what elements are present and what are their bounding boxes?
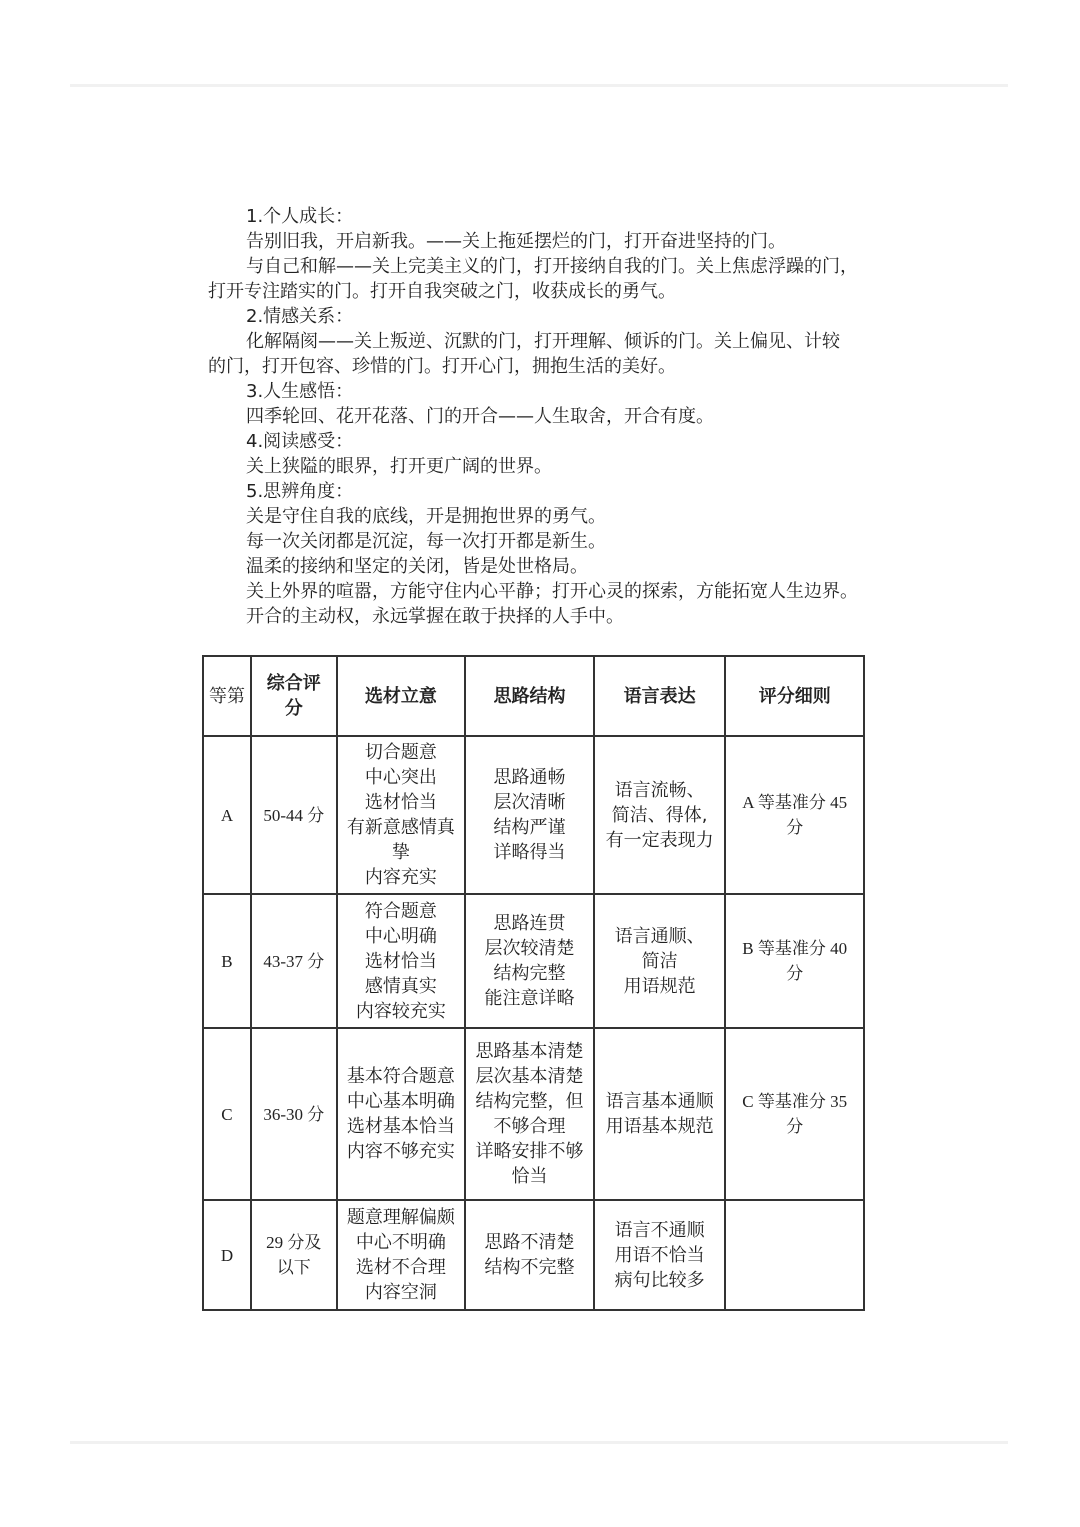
rules-cell — [725, 736, 864, 894]
essay-notes — [208, 204, 884, 629]
grade-cell: D — [203, 1200, 251, 1310]
section-text-line: 开合的主动权，永远掌握在敢于抉择的人手中。 — [246, 606, 624, 627]
structure-cell — [465, 736, 594, 894]
cell-text-line: 切合题意 — [364, 742, 437, 763]
cell-text-line: 有一定表现力 — [605, 829, 714, 851]
language-cell — [594, 736, 726, 894]
section-text-line: 四季轮回、花开花落、门的开合——人生取舍，开合有度。 — [246, 406, 714, 427]
section-text-line: 与自己和解——关上完美主义的门，打开接纳自我的门。关上焦虑浮躁的门， — [246, 256, 858, 277]
rules-cell — [725, 1200, 864, 1310]
table-header-row — [203, 656, 864, 736]
rules-cell — [725, 1028, 864, 1200]
cell-text-line: 用语规范 — [623, 975, 696, 997]
cell-text-line: 中心不明确 — [355, 1232, 446, 1253]
material-cell — [337, 1200, 466, 1310]
cell-text-line: 选材不合理 — [355, 1257, 446, 1278]
cell-text-line: 层次基本清楚 — [475, 1066, 584, 1087]
grade-cell: A — [203, 736, 251, 894]
section-text-line: 化解隔阂——关上叛逆、沉默的门，打开理解、倾诉的门。关上偏见、计较 — [246, 331, 840, 352]
cell-text-line: 选材恰当 — [364, 950, 437, 972]
section-heading: 3.人生感悟： — [246, 381, 354, 402]
cell-text-line: 题意理解偏颇 — [346, 1207, 455, 1228]
cell-text-line: 能注意详略 — [484, 988, 575, 1009]
cell-text-line: C 等基准分 35 — [742, 1092, 848, 1111]
cell-text-line: 36-30 分 — [263, 1104, 325, 1124]
cell-text-line: 用语基本规范 — [605, 1116, 714, 1137]
cell-text-line: 简洁、得体, — [611, 804, 708, 826]
section-text-line: 每一次关闭都是沉淀，每一次打开都是新生。 — [246, 531, 606, 552]
cell-text-line: 思路通畅 — [493, 767, 566, 788]
score-cell — [251, 1200, 337, 1310]
cell-text-line: 分 — [786, 1117, 804, 1136]
cell-text-line: 恰当 — [511, 1166, 548, 1187]
cell-text-line: 用语不恰当 — [614, 1244, 705, 1266]
score-cell — [251, 1028, 337, 1200]
cell-text-line: 病句比较多 — [614, 1269, 705, 1291]
structure-cell — [465, 1028, 594, 1200]
table-row — [203, 736, 864, 894]
cell-text-line: 思路基本清楚 — [475, 1041, 584, 1062]
header-overall-score — [251, 656, 337, 736]
cell-text-line: 结构严谨 — [493, 817, 566, 838]
section-heading: 5.思辨角度： — [246, 481, 354, 502]
cell-text-line: 层次清晰 — [493, 792, 566, 813]
cell-text-line: 思路不清楚 — [484, 1232, 575, 1253]
cell-text-line: 不够合理 — [493, 1116, 566, 1137]
cell-text-line: B 等基准分 40 — [742, 939, 848, 958]
cell-text-line: 以下 — [276, 1258, 311, 1277]
bottom-divider — [70, 1441, 1008, 1444]
section-text-line: 关是守住自我的底线，开是拥抱世界的勇气。 — [246, 506, 606, 527]
cell-text-line: 基本符合题意 — [346, 1066, 455, 1087]
structure-cell — [465, 1200, 594, 1310]
header-rules — [725, 656, 864, 736]
header-text: 语言表达 — [623, 685, 696, 707]
cell-text-line: A 等基准分 45 — [742, 793, 848, 812]
cell-text-line: 思路连贯 — [493, 913, 566, 934]
cell-text-line: 感情真实 — [364, 975, 437, 997]
score-cell — [251, 894, 337, 1028]
header-text: 分 — [284, 698, 303, 719]
cell-text-line: 分 — [786, 964, 804, 983]
cell-text-line: 内容空洞 — [364, 1282, 437, 1303]
rules-cell — [725, 894, 864, 1028]
table-row — [203, 1028, 864, 1200]
cell-text-line: 内容不够充实 — [346, 1141, 455, 1162]
cell-text-line: 结构不完整 — [484, 1257, 575, 1278]
cell-text-line: 50-44 分 — [263, 805, 325, 825]
material-cell — [337, 894, 466, 1028]
section-text-line: 告别旧我，开启新我。——关上拖延摆烂的门，打开奋进坚持的门。 — [246, 231, 786, 252]
section-text-line: 的门，打开包容、珍惜的门。打开心门，拥抱生活的美好。 — [208, 356, 676, 377]
cell-text-line: 语言基本通顺 — [605, 1091, 714, 1112]
header-text: 等第 — [208, 685, 245, 707]
cell-text-line: 29 分及 — [266, 1233, 322, 1252]
header-structure — [465, 656, 594, 736]
section-text-line: 关上狭隘的眼界，打开更广阔的世界。 — [246, 456, 552, 477]
cell-text-line: 43-37 分 — [263, 951, 325, 971]
language-cell — [594, 1200, 726, 1310]
section-text-line: 温柔的接纳和坚定的关闭，皆是处世格局。 — [246, 556, 588, 577]
material-cell — [337, 1028, 466, 1200]
cell-text-line: 语言流畅、 — [614, 779, 705, 801]
section-heading: 2.情感关系： — [246, 306, 354, 327]
header-text: 选材立意 — [364, 685, 437, 707]
cell-text-line: 详略得当 — [493, 842, 566, 863]
section-text-line: 打开专注踏实的门。打开自我突破之门，收获成长的勇气。 — [208, 281, 676, 302]
language-cell — [594, 1028, 726, 1200]
top-divider — [70, 84, 1008, 87]
section-heading: 1.个人成长： — [246, 206, 354, 227]
cell-text-line: 简洁 — [641, 950, 678, 972]
header-text: 思路结构 — [493, 685, 566, 707]
header-grade — [203, 656, 251, 736]
cell-text-line: 分 — [786, 818, 804, 837]
section-text-line: 关上外界的喧嚣，方能守住内心平静；打开心灵的探索，方能拓宽人生边界。 — [246, 581, 858, 602]
cell-text-line: 结构完整 — [493, 963, 566, 984]
header-text: 评分细则 — [758, 685, 831, 707]
structure-cell — [465, 894, 594, 1028]
cell-text-line: 层次较清楚 — [484, 938, 575, 959]
table-row — [203, 1200, 864, 1310]
header-language — [594, 656, 726, 736]
grade-cell: C — [203, 1028, 251, 1200]
header-text: 综合评 — [266, 673, 321, 694]
grade-cell: B — [203, 894, 251, 1028]
language-cell — [594, 894, 726, 1028]
section-heading: 4.阅读感受： — [246, 431, 354, 452]
cell-text-line: 中心突出 — [364, 767, 437, 788]
cell-text-line: 详略安排不够 — [475, 1141, 584, 1162]
cell-text-line: 中心基本明确 — [346, 1091, 455, 1112]
cell-text-line: 符合题意 — [364, 900, 437, 922]
cell-text-line: 内容较充实 — [355, 1000, 446, 1022]
score-cell — [251, 736, 337, 894]
material-cell — [337, 736, 466, 894]
cell-text-line: 结构完整，但 — [475, 1091, 584, 1112]
cell-text-line: 中心明确 — [364, 925, 437, 947]
header-material — [337, 656, 466, 736]
grading-rubric-table — [202, 655, 865, 1311]
cell-text-line: 有新意感情真 — [346, 817, 455, 838]
cell-text-line: 语言不通顺 — [614, 1219, 705, 1241]
cell-text-line: 选材基本恰当 — [346, 1116, 455, 1137]
cell-text-line: 挚 — [391, 842, 410, 863]
cell-text-line: 语言通顺、 — [614, 925, 705, 947]
cell-text-line: 内容充实 — [364, 867, 437, 888]
table-row — [203, 894, 864, 1028]
cell-text-line: 选材恰当 — [364, 792, 437, 813]
